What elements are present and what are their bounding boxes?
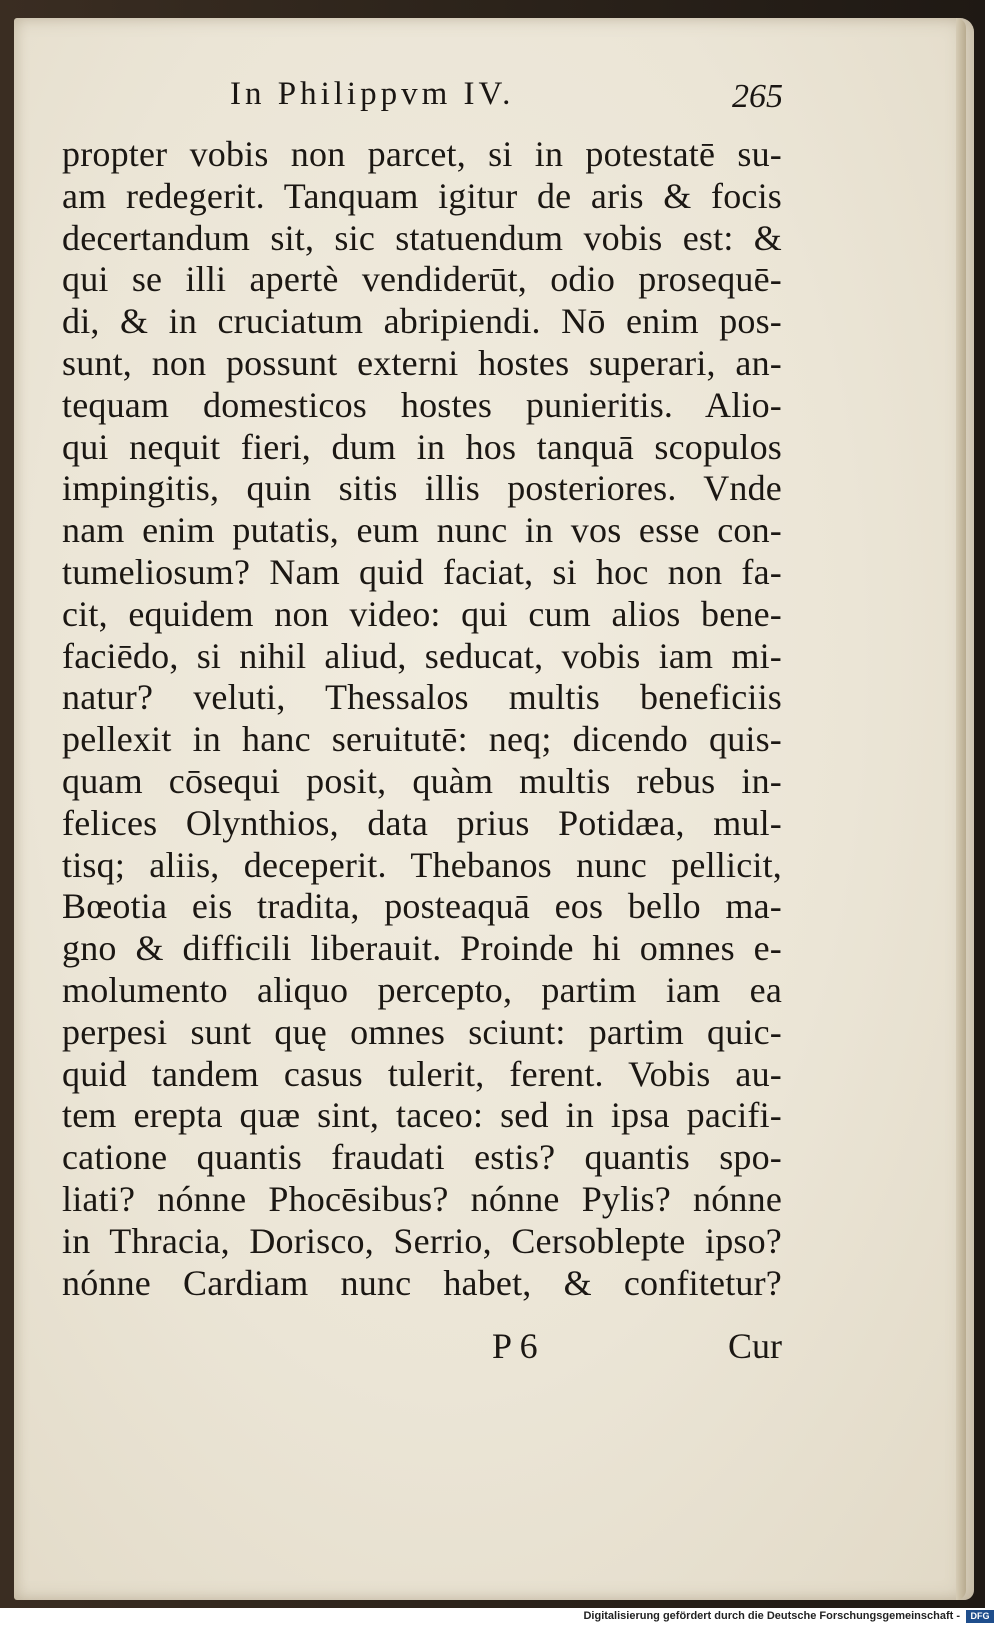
page-number: 265 [732, 78, 783, 115]
text-line: molumento aliquo percepto, partim iam ea [62, 969, 782, 1010]
text-line: di, & in cruciatum abripiendi. Nō enim pos- [62, 301, 782, 342]
text-line: impingitis, quin sitis illis posteriores. Vnde [62, 468, 782, 509]
text-line: am redegerit. Tanquam igitur de aris & focis [62, 175, 782, 216]
text-line: qui se illi apertè vendiderūt, odio prosequē- [62, 259, 782, 300]
text-line: sunt, non possunt externi hostes superari, an- [62, 342, 782, 383]
text-line: perpesi sunt quę omnes sciunt: partim quic- [62, 1011, 782, 1052]
text-line: nam enim putatis, eum nunc in vos esse con- [62, 510, 782, 551]
text-line: cit, equidem non video: qui cum alios bene- [62, 593, 782, 634]
text-line: tem erepta quæ sint, taceo: sed in ipsa pacifi- [62, 1095, 782, 1136]
text-line: catione quantis fraudati estis? quantis spo- [62, 1137, 782, 1178]
text-line: faciēdo, si nihil aliud, seducat, vobis iam mi- [62, 635, 782, 676]
text-line: tisq; aliis, deceperit. Thebanos nunc pellicit, [62, 844, 782, 885]
dfg-logo: DFG [966, 1610, 994, 1623]
text-line: natur? veluti, Thessalos multis beneficiis [62, 677, 782, 718]
text-line: decertandum sit, sic statuendum vobis est: & [62, 217, 782, 258]
page-edge [956, 18, 966, 1600]
signature-mark: P 6 [492, 1326, 538, 1366]
text-line: quid tandem casus tulerit, ferent. Vobis au- [62, 1053, 782, 1094]
text-line: tumeliosum? Nam quid faciat, si hoc non fa- [62, 551, 782, 592]
text-line: propter vobis non parcet, si in potestatē su- [62, 134, 782, 174]
text-line: gno & difficili liberauit. Proinde hi omnes e- [62, 928, 782, 969]
text-line: pellexit in hanc seruitutē: neq; dicendo quis- [62, 719, 782, 760]
body-text [62, 134, 782, 1304]
text-line: quam cōsequi posit, quàm multis rebus in- [62, 760, 782, 801]
page-footer [62, 1325, 782, 1369]
text-line: liati? nónne Phocēsibus? nónne Pylis? nónne [62, 1178, 782, 1219]
running-title: In Philippvm IV. [230, 76, 515, 112]
text-line: Bœotia eis tradita, posteaquā eos bello ma- [62, 886, 782, 927]
text-line: nónne Cardiam nunc habet, & confitetur? [62, 1262, 782, 1303]
catchword: Cur [728, 1326, 782, 1366]
funding-note: Digitalisierung gefördert durch die Deutsche Forschungsgemeinschaft - [583, 1610, 960, 1622]
text-line: tequam domesticos hostes punieritis. Alio- [62, 384, 782, 425]
text-line: qui nequit fieri, dum in hos tanquā scopulos [62, 426, 782, 467]
text-line: in Thracia, Dorisco, Serrio, Cersoblepte ipso? [62, 1220, 782, 1261]
text-line: felices Olynthios, data prius Potidæa, mul- [62, 802, 782, 843]
